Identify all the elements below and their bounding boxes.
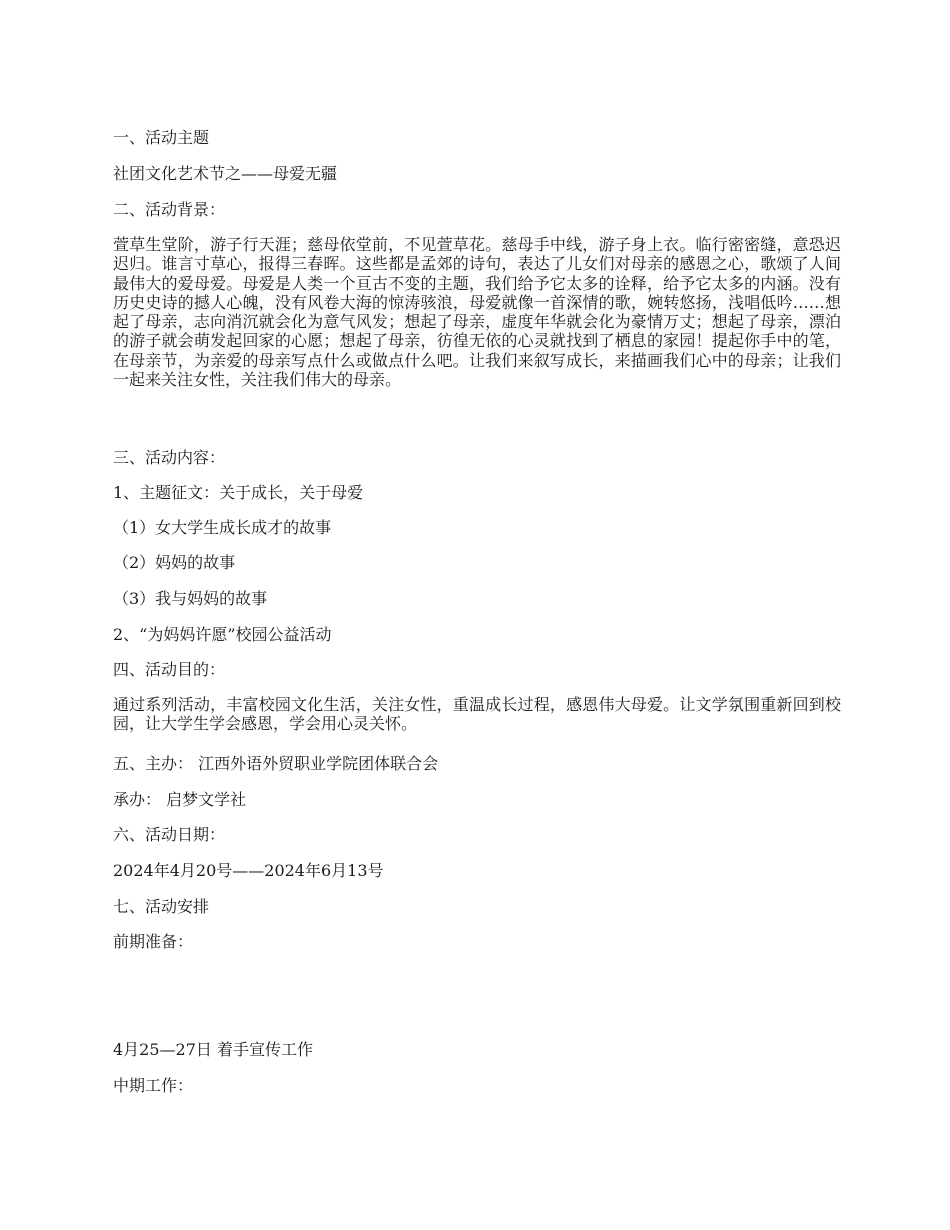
content-subitem-3: （3）我与妈妈的故事	[113, 589, 268, 608]
section-heading-organizer: 五、主办： 江西外语外贸职业学院团体联合会	[113, 754, 439, 773]
mid-label: 中期工作：	[113, 1076, 194, 1095]
section-heading-dates: 六、活动日期：	[113, 825, 226, 844]
co-organizer-text: 承办： 启梦文学社	[113, 790, 247, 809]
dates-text: 2024年4月20号——2024年6月13号	[113, 861, 384, 880]
purpose-paragraph: 通过系列活动，丰富校园文化生活，关注女性，重温成长过程，感恩伟大母爱。让文学氛围重新回到校园，让大学生学会感恩，学会用心灵关怀。	[113, 695, 841, 734]
prep-label: 前期准备：	[113, 932, 194, 951]
content-item-wish: 2、“为妈妈许愿”校园公益活动	[113, 625, 332, 644]
section-heading-theme: 一、活动主题	[113, 128, 210, 147]
section-heading-background: 二、活动背景：	[113, 200, 226, 219]
section-heading-purpose: 四、活动目的：	[113, 660, 226, 679]
content-subitem-1: （1）女大学生成长成才的故事	[113, 518, 332, 537]
background-paragraph: 萱草生堂阶，游子行天涯；慈母依堂前，不见萱草花。慈母手中线，游子身上衣。临行密密缝，意恐迟迟归。谁言寸草心，报得三春晖。这些都是孟郊的诗句，表达了儿女们对母亲的感恩之心，歌颂了人间最伟大的爱母爱。母爱是人类一个亘古不变的主题，我们给予它太多的诠释，给予它太多的内涵。没有历史史诗的撼人心魄，没有风卷大海的惊涛骇浪，母爱就像一首深情的歌，婉转悠扬，浅唱低吟……想起了母亲，志向消沉就会化为意气风发；想起了母亲，虚度年华就会化为豪情万丈；想起了母亲，漂泊的游子就会萌发起回家的心愿；想起了母亲，彷徨无依的心灵就找到了栖息的家园！提起你手中的笔，在母亲节，为亲爱的母亲写点什么或做点什么吧。让我们来叙写成长，来描画我们心中的母亲；让我们一起来关注女性，关注我们伟大的母亲。	[113, 235, 841, 390]
content-item-essay: 1、主题征文：关于成长，关于母爱	[113, 483, 364, 502]
content-subitem-2: （2）妈妈的故事	[113, 553, 236, 572]
prep-item: 4月25—27日 着手宣传工作	[113, 1040, 313, 1059]
theme-text: 社团文化艺术节之——母爱无疆	[113, 164, 338, 183]
section-heading-content: 三、活动内容：	[113, 448, 226, 467]
section-heading-schedule: 七、活动安排	[113, 897, 210, 916]
